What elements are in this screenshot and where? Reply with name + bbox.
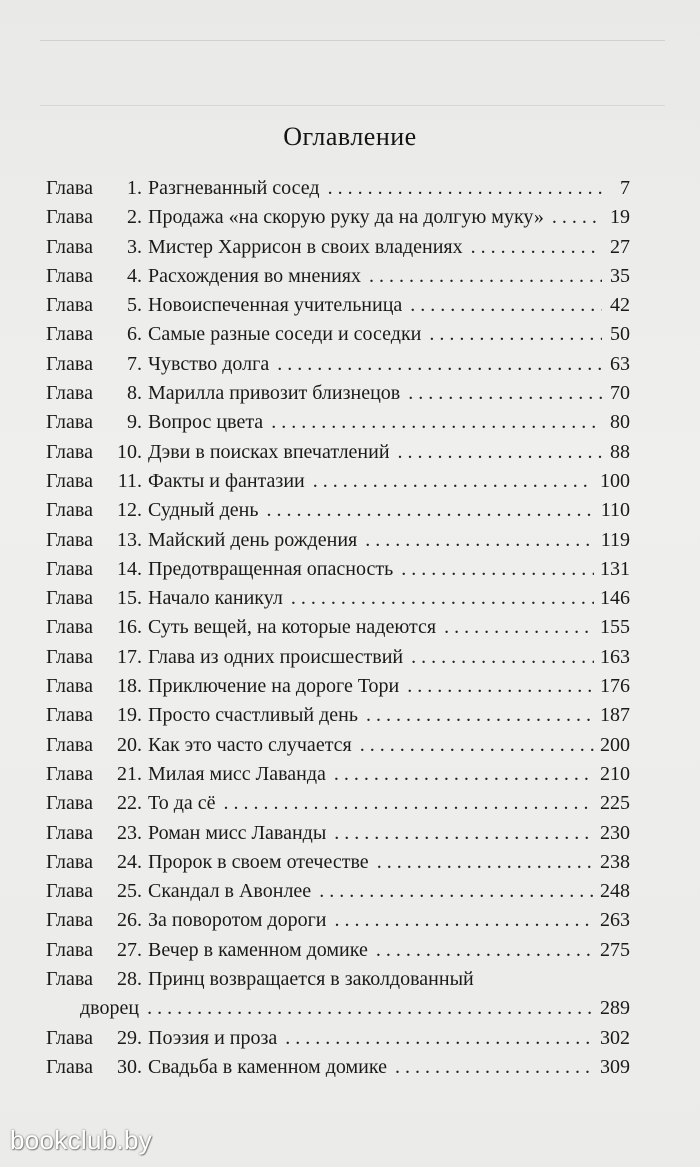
chapter-word: Глава: [46, 1055, 93, 1078]
page-number: 187: [600, 704, 630, 727]
toc-entry: [46, 965, 630, 994]
chapter-number: 12.: [117, 499, 142, 522]
chapter-word: Глава: [46, 938, 93, 961]
dot-leader: [319, 877, 594, 906]
chapter-title: Роман мисс Лаванды: [148, 821, 327, 844]
chapter-word: Глава: [46, 762, 93, 785]
chapter-title: За поворотом дороги: [148, 909, 327, 932]
toc-entry: [46, 350, 630, 379]
chapter-word: Глава: [46, 616, 93, 639]
page-number: 238: [600, 850, 630, 873]
chapter-number: 14.: [117, 557, 142, 580]
chapter-title: Свадьба в каменном домике: [148, 1055, 387, 1078]
chapter-word: Глава: [46, 499, 93, 522]
chapter-word: Глава: [46, 323, 93, 346]
chapter-title: Просто счастливый день: [148, 704, 358, 727]
chapter-title: Поэзия и проза: [148, 1026, 278, 1049]
dot-leader: [471, 233, 602, 262]
dot-leader: [444, 613, 594, 642]
chapter-word: Глава: [46, 440, 93, 463]
chapter-title: Начало каникул: [148, 587, 283, 610]
chapter-title: Глава из одних происшествий: [148, 645, 404, 668]
toc-entry: [46, 467, 630, 496]
dot-leader: [401, 555, 594, 584]
dot-leader: [411, 643, 594, 672]
toc-entry-continuation: [46, 994, 630, 1023]
chapter-title: Факты и фантазии: [148, 469, 305, 492]
chapter-number: 25.: [117, 880, 142, 903]
dot-leader: [365, 526, 595, 555]
chapter-word: Глава: [46, 733, 93, 756]
page-number: 309: [600, 1055, 630, 1078]
chapter-word: Глава: [46, 294, 93, 317]
toc-entry: [46, 203, 630, 232]
chapter-word: Глава: [46, 557, 93, 580]
chapter-word: Глава: [46, 821, 93, 844]
chapter-title: Майский день рождения: [148, 528, 358, 551]
dot-leader: [313, 467, 594, 496]
chapter-word: Глава: [46, 352, 93, 375]
chapter-title: Марилла привозит близнецов: [148, 382, 401, 405]
dot-leader: [410, 291, 602, 320]
dot-leader: [377, 848, 594, 877]
chapter-word: Глава: [46, 792, 93, 815]
chapter-number: 20.: [117, 733, 142, 756]
page-number: 176: [600, 675, 630, 698]
page-number: 302: [600, 1026, 630, 1049]
chapter-title: То да сё: [148, 792, 216, 815]
toc-entry: [46, 936, 630, 965]
chapter-title: Мистер Харрисон в своих владениях: [148, 235, 463, 258]
toc-entry: [46, 643, 630, 672]
table-of-contents: [46, 174, 630, 1082]
toc-entry: [46, 233, 630, 262]
chapter-number: 17.: [117, 645, 142, 668]
chapter-title: Как это часто случается: [148, 733, 352, 756]
page-number: 275: [600, 938, 630, 961]
chapter-number: 22.: [117, 792, 142, 815]
chapter-title-continuation: дворец: [80, 997, 140, 1020]
chapter-number: 19.: [117, 704, 142, 727]
dot-leader: [366, 701, 594, 730]
chapter-title: Скандал в Авонлее: [148, 880, 312, 903]
chapter-title: Приключение на дороге Тори: [148, 675, 400, 698]
chapter-number: 11.: [117, 469, 142, 492]
chapter-word: Глава: [46, 968, 93, 991]
page-number: 7: [620, 177, 630, 199]
page-number: 27: [610, 235, 630, 258]
dot-leader: [398, 438, 602, 467]
toc-entry: [46, 789, 630, 818]
show-through-box: [40, 40, 665, 106]
page-number: 80: [610, 411, 630, 434]
toc-entry: [46, 701, 630, 730]
chapter-word: Глава: [46, 206, 93, 229]
dot-leader: [369, 262, 602, 291]
dot-leader: [266, 496, 594, 525]
chapter-number: 24.: [117, 850, 142, 873]
chapter-title: Суть вещей, на которые надеются: [148, 616, 437, 639]
chapter-number: 29.: [117, 1026, 142, 1049]
toc-entry: [46, 877, 630, 906]
chapter-title: Самые разные соседи и соседки: [148, 323, 422, 346]
chapter-number: 26.: [117, 909, 142, 932]
chapter-number: 28.: [117, 968, 142, 991]
dot-leader: [334, 906, 594, 935]
chapter-title: Продажа «на скорую руку да на долгую муку»: [148, 206, 544, 229]
chapter-word: Глава: [46, 469, 93, 492]
chapter-number: 21.: [117, 762, 142, 785]
chapter-number: 13.: [117, 528, 142, 551]
chapter-word: Глава: [46, 382, 93, 405]
toc-title: Оглавление: [283, 122, 417, 151]
page-number: 225: [600, 792, 630, 815]
chapter-word: Глава: [46, 645, 93, 668]
page-number: 42: [610, 294, 630, 317]
toc-entry: [46, 320, 630, 349]
chapter-word: Глава: [46, 675, 93, 698]
page-number: 100: [600, 469, 630, 492]
dot-leader: [285, 1024, 594, 1053]
chapter-number: 9.: [127, 411, 142, 434]
toc-entry: [46, 613, 630, 642]
toc-entry: [46, 760, 630, 789]
dot-leader: [277, 350, 602, 379]
page-number: 230: [600, 821, 630, 844]
toc-entry: [46, 526, 630, 555]
chapter-number: 27.: [117, 938, 142, 961]
chapter-title: Вечер в каменном домике: [148, 938, 368, 961]
toc-entry: [46, 1024, 630, 1053]
page-number: 155: [600, 616, 630, 639]
page-number: 200: [600, 733, 630, 756]
chapter-number: 15.: [117, 587, 142, 610]
dot-leader: [552, 203, 602, 232]
toc-entry: [46, 174, 630, 203]
chapter-title: Дэви в поисках впечатлений: [148, 440, 390, 463]
chapter-number: 8.: [127, 382, 142, 405]
chapter-title: Расхождения во мнениях: [148, 264, 361, 287]
chapter-word: Глава: [46, 850, 93, 873]
page-number: 63: [610, 352, 630, 375]
chapter-word: Глава: [46, 528, 93, 551]
toc-entry: [46, 496, 630, 525]
dot-leader: [408, 379, 602, 408]
toc-entry: [46, 731, 630, 760]
chapter-word: Глава: [46, 587, 93, 610]
chapter-number: 4.: [127, 264, 142, 287]
toc-entry: [46, 555, 630, 584]
toc-entry: [46, 819, 630, 848]
chapter-number: 7.: [127, 352, 142, 375]
page-number: 35: [610, 264, 630, 287]
dot-leader: [360, 731, 594, 760]
dot-leader: [395, 1053, 594, 1082]
chapter-title: Разгневанный сосед: [148, 177, 320, 199]
dot-leader: [376, 936, 594, 965]
dot-leader: [271, 408, 602, 437]
chapter-word: Глава: [46, 177, 93, 199]
chapter-title: Чувство долга: [148, 352, 270, 375]
toc-entry: [46, 672, 630, 701]
chapter-word: Глава: [46, 235, 93, 258]
chapter-word: Глава: [46, 880, 93, 903]
page-number: 263: [600, 909, 630, 932]
dot-leader: [328, 174, 602, 203]
chapter-title: Пророк в своем отечестве: [148, 850, 369, 873]
toc-entry: [46, 438, 630, 467]
chapter-number: 10.: [117, 440, 142, 463]
chapter-title: Вопрос цвета: [148, 411, 264, 434]
chapter-word: Глава: [46, 264, 93, 287]
toc-entry: [46, 379, 630, 408]
chapter-number: 2.: [127, 206, 142, 229]
toc-entry: [46, 291, 630, 320]
dot-leader: [429, 320, 602, 349]
page-number: 50: [610, 323, 630, 346]
page-number: 131: [600, 557, 630, 580]
toc-entry: [46, 584, 630, 613]
page-number: 110: [600, 499, 630, 522]
dot-leader: [334, 819, 594, 848]
chapter-number: 3.: [127, 235, 142, 258]
chapter-title: Судный день: [148, 499, 259, 522]
dot-leader: [407, 672, 594, 701]
dot-leader: [224, 789, 594, 818]
chapter-word: Глава: [46, 411, 93, 434]
chapter-word: Глава: [46, 909, 93, 932]
chapter-title: Предотвращенная опасность: [148, 557, 394, 580]
chapter-title: Милая мисс Лаванда: [148, 762, 326, 785]
toc-entry: [46, 848, 630, 877]
dot-leader: [147, 994, 594, 1023]
page-number: 88: [610, 440, 630, 463]
chapter-word: Глава: [46, 1026, 93, 1049]
chapter-word: Глава: [46, 704, 93, 727]
chapter-title: Принц возвращается в заколдованный: [148, 968, 474, 991]
toc-entry: [46, 408, 630, 437]
page-number: 289: [600, 997, 630, 1020]
page-number: 70: [610, 382, 630, 405]
toc-entry: [46, 262, 630, 291]
watermark: bookclub.by: [10, 1125, 153, 1155]
chapter-title: Новоиспеченная учительница: [148, 294, 403, 317]
dot-leader: [334, 760, 594, 789]
toc-entry: [46, 906, 630, 935]
chapter-number: 23.: [117, 821, 142, 844]
chapter-number: 16.: [117, 616, 142, 639]
chapter-number: 1.: [127, 177, 142, 199]
toc-entry: [46, 1053, 630, 1082]
page-number: 163: [600, 645, 630, 668]
chapter-number: 18.: [117, 675, 142, 698]
page-number: 146: [600, 587, 630, 610]
dot-leader: [291, 584, 594, 613]
page-number: 210: [600, 762, 630, 785]
page-number: 248: [600, 880, 630, 903]
chapter-number: 30.: [117, 1055, 142, 1078]
chapter-number: 6.: [127, 323, 142, 346]
chapter-number: 5.: [127, 294, 142, 317]
page-number: 119: [600, 528, 630, 551]
page-number: 19: [610, 206, 630, 229]
